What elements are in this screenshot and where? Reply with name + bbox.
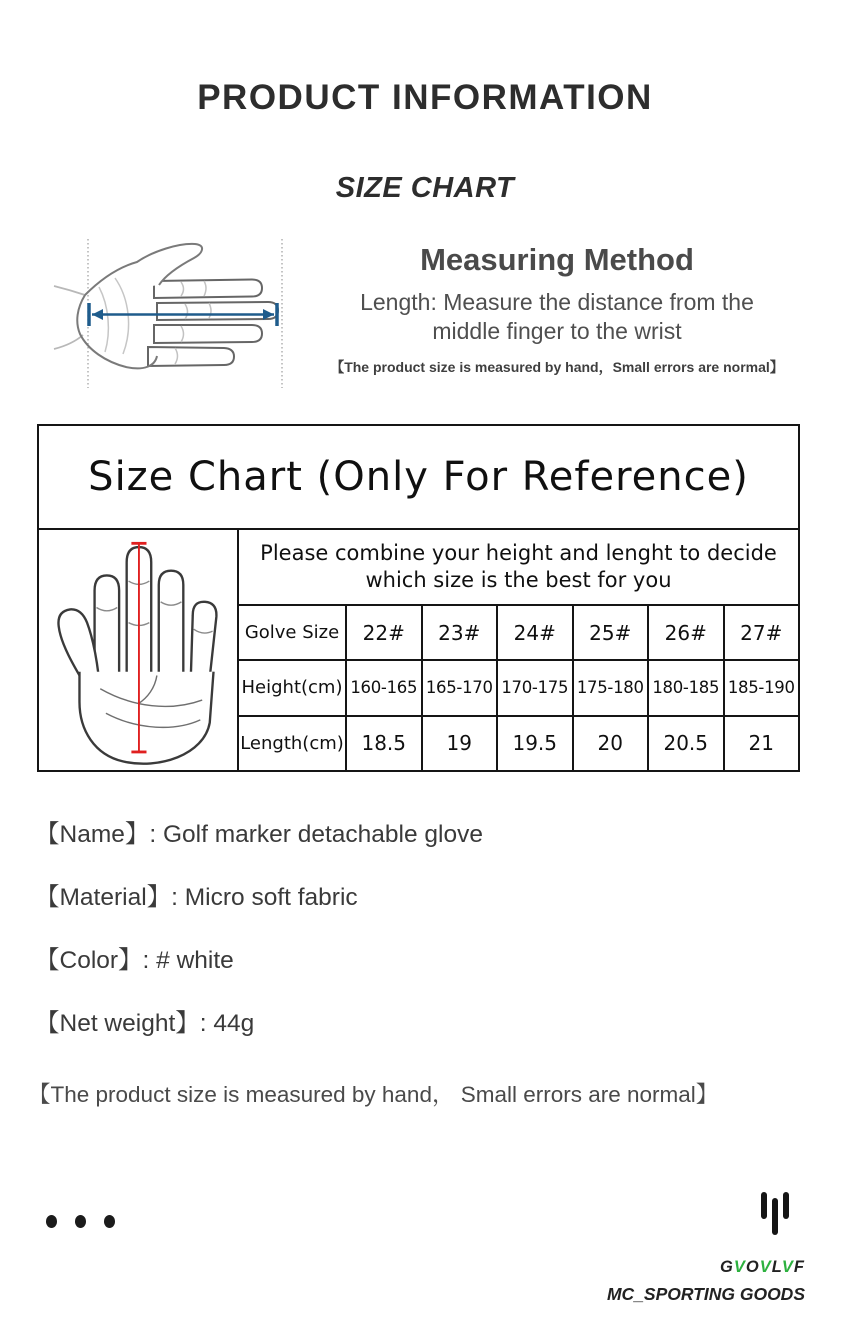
size-chart-instruction	[239, 530, 798, 606]
glove-size-row-label: Golve Size	[239, 606, 347, 659]
size-chart-instruction-line1: Please combine your height and lenght to decide	[260, 541, 777, 565]
size-chart-instruction-line2: which size is the best for you	[365, 568, 672, 592]
glove-size-value: 25#	[574, 606, 650, 659]
length-value: 19.5	[498, 717, 574, 770]
hand-side-measure-icon	[52, 236, 314, 396]
detail-material: 【Material】: Micro soft fabric	[35, 884, 358, 911]
brand-letter: V	[759, 1258, 772, 1276]
height-value: 180-185	[649, 661, 725, 714]
length-row-label: Length(cm)	[239, 717, 347, 770]
length-value: 20.5	[649, 717, 725, 770]
ellipsis-icon	[46, 1215, 115, 1228]
height-value: 175-180	[574, 661, 650, 714]
brand-letter: L	[771, 1258, 782, 1276]
brand-letter: V	[781, 1258, 794, 1276]
brand-subtitle: MC_SPORTING GOODS	[606, 1284, 805, 1304]
height-value: 185-190	[727, 678, 795, 698]
size-chart-heading: SIZE CHART	[335, 172, 515, 204]
ellipsis-dot	[75, 1215, 86, 1228]
size-chart-table	[37, 424, 800, 772]
height-row	[239, 661, 798, 716]
glove-size-value: 22#	[347, 606, 423, 659]
detail-net-weight: 【Net weight】: 44g	[35, 1010, 255, 1037]
ellipsis-dot	[46, 1215, 57, 1228]
measuring-method-text	[314, 236, 800, 396]
measurement-disclaimer: 【The product size is measured by hand， Small errors are normal】	[28, 1082, 719, 1107]
detail-color: 【Color】: # white	[35, 947, 234, 974]
hand-palm-measure-icon	[39, 530, 239, 770]
length-value: 19	[423, 717, 499, 770]
length-value: 18.5	[347, 717, 423, 770]
glove-size-value: 27#	[740, 620, 783, 645]
bar	[783, 1192, 789, 1219]
bar	[761, 1192, 767, 1219]
glove-size-value: 24#	[498, 606, 574, 659]
measuring-description-line1: Length: Measure the distance from the	[360, 289, 754, 315]
height-row-label: Height(cm)	[239, 661, 347, 714]
height-value: 165-170	[423, 661, 499, 714]
measuring-method-section	[52, 236, 800, 396]
length-value: 20	[574, 717, 650, 770]
glove-size-value: 23#	[423, 606, 499, 659]
height-value: 160-165	[347, 661, 423, 714]
length-row	[239, 717, 798, 770]
measuring-note: 【The product size is measured by hand，Small errors are normal】	[330, 359, 784, 375]
brand-block	[607, 1192, 805, 1305]
size-chart-table-title: Size Chart (Only For Reference)	[39, 426, 798, 530]
height-value: 170-175	[498, 661, 574, 714]
three-bars-icon	[607, 1192, 789, 1236]
page-title: PRODUCT INFORMATION	[197, 78, 653, 117]
glove-size-value: 26#	[649, 606, 725, 659]
brand-letter: O	[745, 1258, 760, 1276]
brand-letter: V	[733, 1258, 746, 1276]
length-value: 21	[748, 731, 774, 756]
measuring-description-line2: middle finger to the wrist	[432, 318, 682, 344]
brand-letter: G	[720, 1258, 734, 1276]
brand-name	[607, 1258, 805, 1277]
ellipsis-dot	[104, 1215, 115, 1228]
measuring-method-title: Measuring Method	[420, 242, 694, 277]
detail-name: 【Name】: Golf marker detachable glove	[35, 821, 483, 848]
product-details	[35, 820, 483, 1072]
bar	[772, 1198, 778, 1235]
glove-size-row	[239, 606, 798, 661]
brand-letter: F	[793, 1258, 805, 1276]
